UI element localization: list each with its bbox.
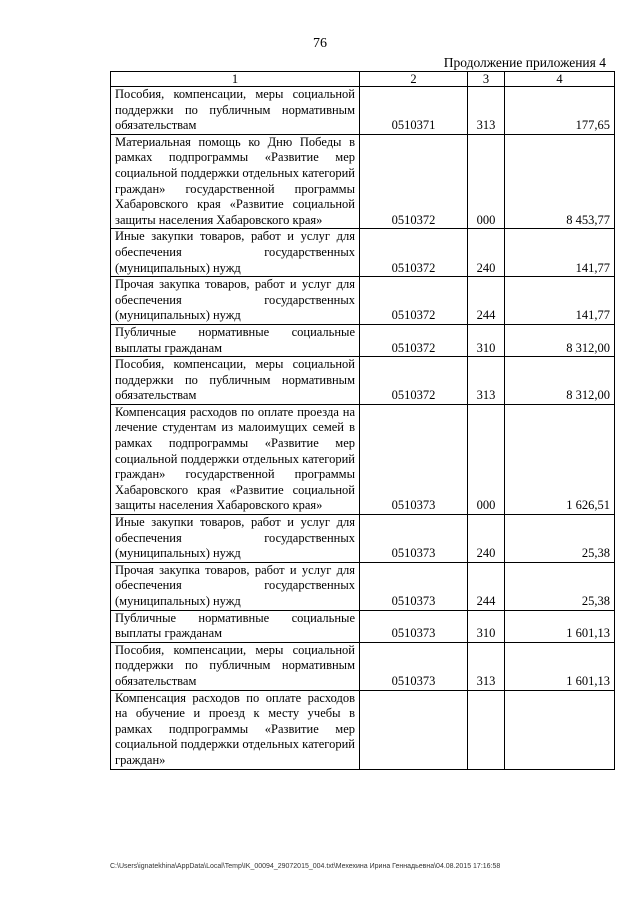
row-name: Прочая закупка товаров, работ и услуг для обеспечения государственных (муниципальных) нужд: [111, 562, 360, 610]
appendix-table: [110, 71, 615, 770]
row-sum: 177,65: [505, 87, 615, 135]
row-type: 000: [468, 404, 505, 514]
row-sum: 8 312,00: [505, 357, 615, 405]
row-sum: 141,77: [505, 229, 615, 277]
row-sum: [505, 690, 615, 769]
row-code: 0510373: [360, 610, 468, 642]
row-code: 0510371: [360, 87, 468, 135]
table-header-row: [111, 72, 615, 87]
row-type: 244: [468, 277, 505, 325]
row-name: Иные закупки товаров, работ и услуг для обеспечения государственных (муниципальных) нужд: [111, 515, 360, 563]
row-code: 0510373: [360, 642, 468, 690]
row-type: 244: [468, 562, 505, 610]
row-code: 0510372: [360, 324, 468, 356]
table-row: [111, 404, 615, 514]
row-name: Компенсация расходов по оплате проезда на лечение студентам из малоимущих семей в рамках подпрограммы «Развитие мер социальной поддержки отдельных категорий граждан» государственной программы Хабаровского края «Развитие социальной защиты населения Хабаровского края»: [111, 404, 360, 514]
row-sum: 25,38: [505, 562, 615, 610]
row-sum: 1 601,13: [505, 642, 615, 690]
row-code: 0510373: [360, 562, 468, 610]
row-code: 0510373: [360, 515, 468, 563]
column-header: 1: [111, 72, 360, 87]
row-type: 240: [468, 229, 505, 277]
column-header: 4: [505, 72, 615, 87]
table-row: [111, 642, 615, 690]
row-sum: 25,38: [505, 515, 615, 563]
row-code: 0510372: [360, 357, 468, 405]
row-type: 240: [468, 515, 505, 563]
row-name: Пособия, компенсации, меры социальной поддержки по публичным нормативным обязательствам: [111, 642, 360, 690]
row-type: 313: [468, 87, 505, 135]
row-name: Компенсация расходов по оплате расходов на обучение и проезд к месту учебы в рамках подпрограммы «Развитие мер социальной поддержки отдельных категорий граждан»: [111, 690, 360, 769]
row-sum: 1 601,13: [505, 610, 615, 642]
table-row: [111, 229, 615, 277]
table-row: [111, 357, 615, 405]
table-row: [111, 324, 615, 356]
row-name: Публичные нормативные социальные выплаты гражданам: [111, 324, 360, 356]
footer-file-path: C:\Users\ignatekhina\AppData\Local\Temp\IK_00094_29072015_004.txt\Мехехина Ирина Геннадьевна\04.08.2015 17:16:58: [110, 863, 501, 870]
table-row: [111, 515, 615, 563]
row-code: 0510372: [360, 134, 468, 229]
table-row: [111, 87, 615, 135]
row-name: Публичные нормативные социальные выплаты гражданам: [111, 610, 360, 642]
row-name: Иные закупки товаров, работ и услуг для обеспечения государственных (муниципальных) нужд: [111, 229, 360, 277]
page-number: 76: [313, 36, 327, 51]
row-code: 0510373: [360, 404, 468, 514]
row-name: Пособия, компенсации, меры социальной поддержки по публичным нормативным обязательствам: [111, 87, 360, 135]
row-sum: 141,77: [505, 277, 615, 325]
row-code: 0510372: [360, 229, 468, 277]
column-header: 2: [360, 72, 468, 87]
row-sum: 8 312,00: [505, 324, 615, 356]
table-row: [111, 134, 615, 229]
row-code: [360, 690, 468, 769]
row-name: Пособия, компенсации, меры социальной поддержки по публичным нормативным обязательствам: [111, 357, 360, 405]
row-type: 313: [468, 642, 505, 690]
row-sum: 8 453,77: [505, 134, 615, 229]
row-sum: 1 626,51: [505, 404, 615, 514]
row-type: 313: [468, 357, 505, 405]
row-type: 310: [468, 324, 505, 356]
row-type: 000: [468, 134, 505, 229]
table-row: [111, 277, 615, 325]
column-header: 3: [468, 72, 505, 87]
row-code: 0510372: [360, 277, 468, 325]
row-name: Материальная помощь ко Дню Победы в рамках подпрограммы «Развитие мер социальной поддержки отдельных категорий граждан» государственной программы Хабаровского края «Развитие социальной защиты населения Хабаровского края»: [111, 134, 360, 229]
row-name: Прочая закупка товаров, работ и услуг для обеспечения государственных (муниципальных) нужд: [111, 277, 360, 325]
table-row: [111, 562, 615, 610]
continuation-label: Продолжение приложения 4: [443, 55, 606, 70]
row-type: 310: [468, 610, 505, 642]
table-row: [111, 610, 615, 642]
row-type: [468, 690, 505, 769]
table-row: [111, 690, 615, 769]
